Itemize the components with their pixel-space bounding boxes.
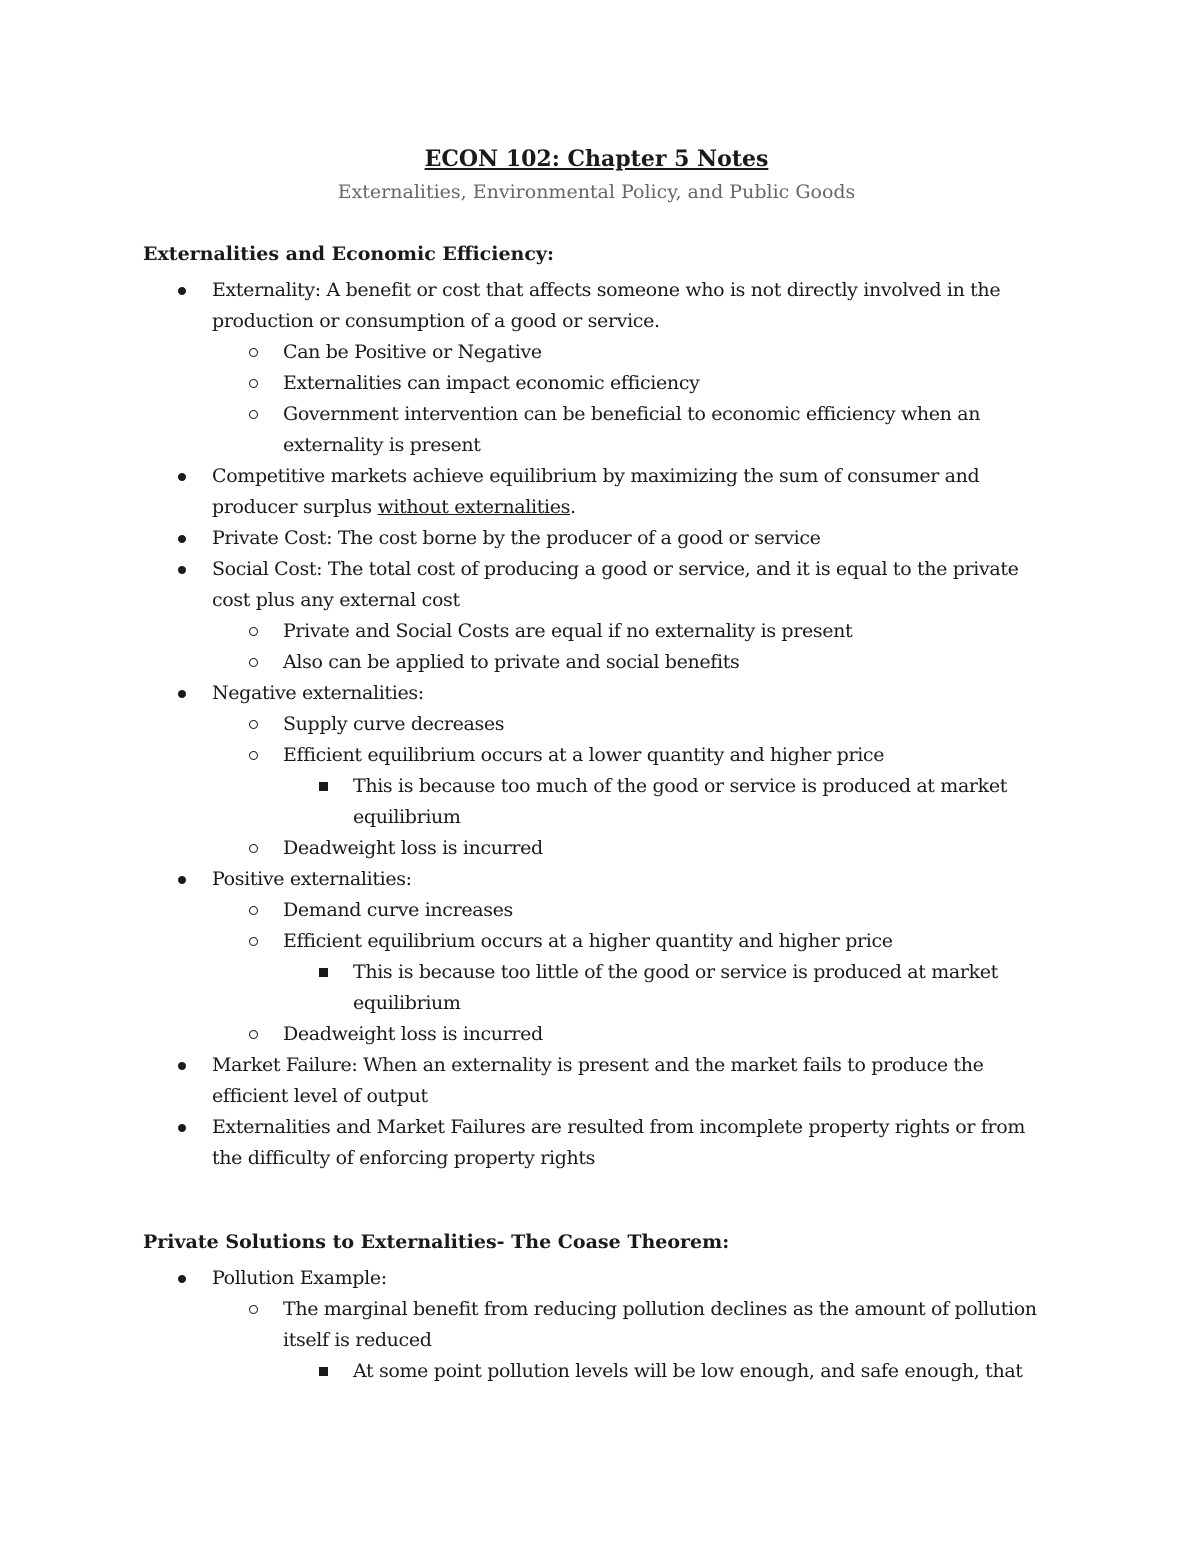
filled-bullet-icon	[178, 287, 186, 295]
hollow-bullet-icon	[249, 1030, 258, 1039]
list-item	[212, 1019, 1050, 1050]
square-bullet-icon	[319, 968, 328, 977]
list-item	[283, 1356, 1050, 1387]
list-item-text: Government intervention can be beneficial to economic efficiency when an externality is present	[283, 403, 981, 456]
list-item	[212, 647, 1050, 678]
list-item	[212, 926, 1050, 1019]
hollow-bullet-icon	[249, 906, 258, 915]
sub-sub-list	[212, 957, 1050, 1019]
hollow-bullet-icon	[249, 410, 258, 419]
list-item-text: Supply curve decreases	[283, 713, 505, 735]
list-item-text: This is because too little of the good or service is produced at market equilibrium	[353, 961, 998, 1014]
list-item	[143, 678, 1050, 864]
filled-bullet-icon	[178, 1275, 186, 1283]
list-item	[283, 771, 1050, 833]
list-item-text: Positive externalities:	[212, 868, 412, 890]
list-item-text: Private and Social Costs are equal if no externality is present	[283, 620, 853, 642]
list-item	[143, 1112, 1050, 1174]
list-item-text: Can be Positive or Negative	[283, 341, 542, 363]
list-item	[212, 1294, 1050, 1387]
list-item-text: The marginal benefit from reducing pollution declines as the amount of pollution itself is reduced	[283, 1298, 1037, 1351]
hollow-bullet-icon	[249, 627, 258, 636]
square-bullet-icon	[319, 1367, 328, 1376]
list-item	[212, 833, 1050, 864]
list-item-text: This is because too much of the good or service is produced at market equilibrium	[353, 775, 1008, 828]
sub-list	[143, 709, 1050, 864]
list-item	[212, 616, 1050, 647]
hollow-bullet-icon	[249, 658, 258, 667]
list-item-text: Competitive markets achieve equilibrium by maximizing the sum of consumer and producer surplus	[212, 465, 980, 518]
list-item	[212, 895, 1050, 926]
list-item-text: Pollution Example:	[212, 1267, 387, 1289]
list-item	[143, 1050, 1050, 1112]
sub-sub-list	[212, 1356, 1050, 1387]
list-item	[212, 337, 1050, 368]
underlined-text: without externalities	[377, 496, 571, 518]
list-item-text: Externalities can impact economic efficiency	[283, 372, 700, 394]
sub-list	[143, 616, 1050, 678]
filled-bullet-icon	[178, 690, 186, 698]
sub-list	[143, 895, 1050, 1050]
list-item	[143, 275, 1050, 461]
list-item	[283, 957, 1050, 1019]
list-item	[143, 554, 1050, 678]
hollow-bullet-icon	[249, 379, 258, 388]
hollow-bullet-icon	[249, 720, 258, 729]
hollow-bullet-icon	[249, 844, 258, 853]
document-subtitle: Externalities, Environmental Policy, and Public Goods	[337, 181, 856, 203]
list-item-text: .	[570, 496, 576, 518]
sub-sub-list	[212, 771, 1050, 833]
list-item-text: Deadweight loss is incurred	[283, 837, 543, 859]
list-item-text: Demand curve increases	[283, 899, 513, 921]
section-coase-list	[143, 1263, 1050, 1387]
list-item-text: Deadweight loss is incurred	[283, 1023, 543, 1045]
list-item	[143, 461, 1050, 523]
list-item	[212, 740, 1050, 833]
list-item	[212, 399, 1050, 461]
list-item-text: Efficient equilibrium occurs at a higher quantity and higher price	[283, 930, 893, 952]
filled-bullet-icon	[178, 1062, 186, 1070]
list-item	[143, 1263, 1050, 1387]
list-item-text: Social Cost: The total cost of producing a good or service, and it is equal to the private cost plus any external cost	[212, 558, 1019, 611]
list-item	[212, 368, 1050, 399]
list-item-text: Also can be applied to private and social benefits	[283, 651, 740, 673]
hollow-bullet-icon	[249, 937, 258, 946]
document-title: ECON 102: Chapter 5 Notes	[424, 146, 769, 172]
filled-bullet-icon	[178, 876, 186, 884]
section-heading-externalities: Externalities and Economic Efficiency:	[143, 243, 554, 265]
filled-bullet-icon	[178, 1124, 186, 1132]
filled-bullet-icon	[178, 535, 186, 543]
square-bullet-icon	[319, 782, 328, 791]
list-item-text: Private Cost: The cost borne by the producer of a good or service	[212, 527, 821, 549]
sub-list	[143, 1294, 1050, 1387]
list-item-text: Efficient equilibrium occurs at a lower quantity and higher price	[283, 744, 885, 766]
section-heading-coase-theorem: Private Solutions to Externalities- The Coase Theorem:	[143, 1231, 730, 1253]
filled-bullet-icon	[178, 473, 186, 481]
section-externalities-list	[143, 275, 1050, 1174]
filled-bullet-icon	[178, 566, 186, 574]
hollow-bullet-icon	[249, 751, 258, 760]
list-item	[143, 864, 1050, 1050]
list-item	[143, 523, 1050, 554]
hollow-bullet-icon	[249, 1305, 258, 1314]
list-item-text: Market Failure: When an externality is present and the market fails to produce the efficient level of output	[212, 1054, 984, 1107]
sub-list	[143, 337, 1050, 461]
list-item-text: Externality: A benefit or cost that affects someone who is not directly involved in the production or consumption of a good or service.	[212, 279, 1001, 332]
list-item-text: Negative externalities:	[212, 682, 424, 704]
list-item-text: Externalities and Market Failures are resulted from incomplete property rights or from the difficulty of enforcing property rights	[212, 1116, 1025, 1169]
list-item-text: At some point pollution levels will be low enough, and safe enough, that	[353, 1360, 1023, 1382]
hollow-bullet-icon	[249, 348, 258, 357]
list-item	[212, 709, 1050, 740]
